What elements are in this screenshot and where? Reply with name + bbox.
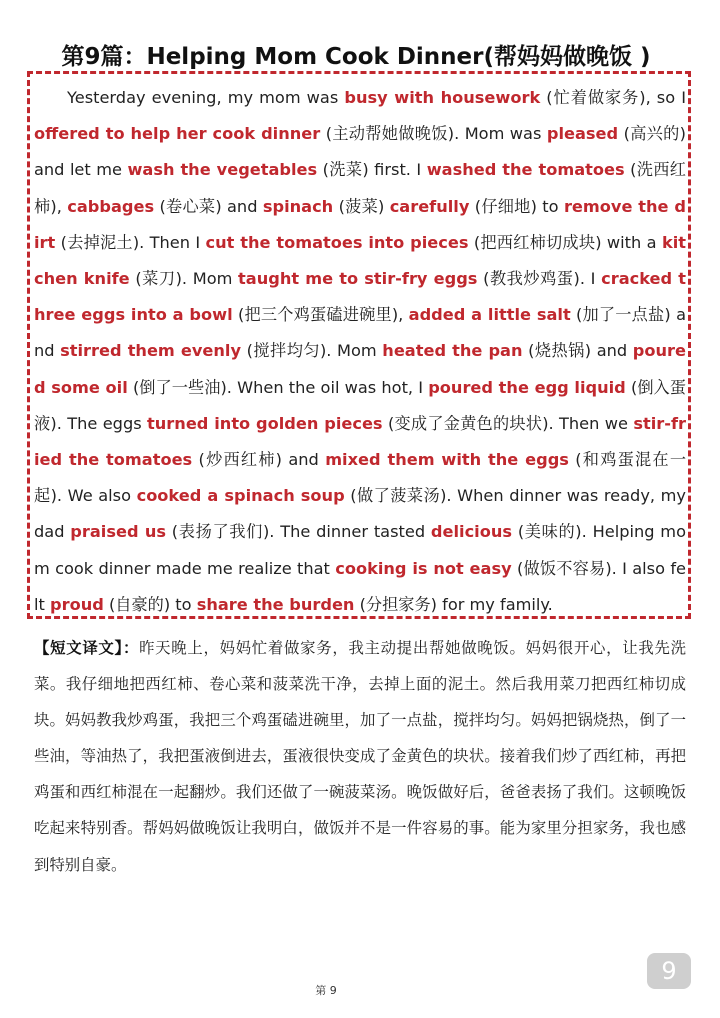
passage-text: (教我炒鸡蛋). I: [477, 269, 602, 289]
passage-text: (仔细地) to: [469, 196, 564, 216]
highlighted-phrase: poured some oil: [34, 341, 686, 397]
page-footer: 第 9: [315, 984, 337, 997]
highlighted-phrase: poured the egg liquid: [428, 377, 626, 397]
highlighted-phrase: cut the tomatoes into pieces: [205, 232, 469, 252]
page-title: 第9篇：Helping Mom Cook Dinner(帮妈妈做晚饭 ): [61, 44, 651, 70]
passage-text: (忙着做家务), so I: [540, 88, 687, 107]
chinese-translation: [34, 630, 686, 883]
highlighted-phrase: pleased: [546, 124, 619, 144]
passage-text: (做饭不容易). I also felt: [34, 558, 686, 614]
passage-text: (把西红柿切成块) with a: [468, 232, 662, 252]
passage-text: (加了一点盐) and: [34, 305, 686, 361]
highlighted-phrase: cooked a spinach soup: [136, 486, 345, 506]
highlighted-phrase: share the burden: [196, 594, 355, 614]
passage-text: (分担家务) for my family.: [354, 594, 553, 614]
passage-text: (把三个鸡蛋磕进碗里),: [232, 305, 409, 325]
highlighted-phrase: remove the dirt: [34, 196, 686, 252]
highlighted-phrase: kitchen knife: [34, 232, 686, 289]
passage-text: (做了菠菜汤). When dinner was ready, my dad: [34, 486, 686, 542]
passage-text: (菠菜): [333, 196, 390, 216]
passage-text: (表扬了我们). The dinner tasted: [165, 522, 431, 542]
highlighted-phrase: mixed them with the eggs: [325, 450, 569, 470]
passage-text: (倒入蛋液). The eggs: [34, 377, 686, 433]
english-passage: [34, 80, 686, 623]
highlighted-phrase: turned into golden pieces: [147, 413, 383, 433]
highlighted-phrase: stir-fried the tomatoes: [34, 413, 686, 470]
passage-text: (倒了一些油). When the oil was hot, I: [127, 377, 429, 397]
highlighted-phrase: taught me to stir-fry eggs: [238, 269, 478, 289]
passage-text: (炒西红柿) and: [192, 450, 326, 470]
highlighted-phrase: carefully: [389, 196, 470, 216]
highlighted-phrase: cabbages: [67, 196, 155, 216]
highlighted-phrase: spinach: [262, 196, 334, 216]
passage-text: (自豪的) to: [103, 594, 197, 614]
passage-text: (美味的). Helping mom cook dinner made me realize that: [34, 522, 686, 578]
highlighted-phrase: cracked three eggs into a bowl: [34, 269, 687, 325]
passage-text: (去掉泥土). Then I: [55, 232, 206, 252]
highlighted-phrase: praised us: [70, 522, 166, 542]
passage-text: (搅拌均匀). Mom: [241, 341, 383, 361]
passage-text: (洗西红柿),: [34, 160, 686, 216]
translation-label: 【短文译文】：: [34, 639, 140, 657]
highlighted-phrase: busy with housework: [344, 88, 541, 107]
highlighted-phrase: proud: [50, 594, 104, 614]
highlighted-phrase: wash the vegetables: [127, 160, 318, 180]
passage-text: (菜刀). Mom: [129, 269, 239, 289]
highlighted-phrase: cooking is not easy: [335, 558, 512, 578]
passage-text: (洗菜) first. I: [317, 160, 427, 180]
passage-text: (卷心菜) and: [154, 196, 263, 216]
passage-text: (主动帮她做晚饭). Mom was: [320, 124, 547, 144]
highlighted-phrase: heated the pan: [382, 341, 523, 361]
page-number-badge: 9: [647, 953, 691, 989]
passage-text: (和鸡蛋混在一起). We also: [34, 450, 687, 506]
passage-text: (高兴的) and let me: [34, 124, 686, 180]
highlighted-phrase: offered to help her cook dinner: [34, 124, 321, 144]
highlighted-phrase: added a little salt: [408, 305, 571, 325]
translation-text: 昨天晚上，妈妈忙着做家务，我主动提出帮她做晚饭。妈妈很开心，让我先洗菜。我仔细地把西红柿、卷心菜和菠菜洗干净，去掉上面的泥土。然后我用菜刀把西红柿切成块。妈妈教我炒鸡蛋，我把三个鸡蛋磕进碗里，加了一点盐，搅拌均匀。妈妈把锅烧热，倒了一些油，等油热了，我把蛋液倒进去，蛋液很快变成了金黄色的块状。接着我们炒了西红柿，再把鸡蛋和西红柿混在一起翻炒。我们还做了一碗菠菜汤。晚饭做好后，爸爸表扬了我们。这顿晚饭吃起来特别香。帮妈妈做晚饭让我明白，做饭并不是一件容易的事。能为家里分担家务，我也感到特别自豪。: [34, 639, 686, 874]
highlighted-phrase: stirred them evenly: [60, 341, 242, 361]
highlighted-phrase: washed the tomatoes: [426, 160, 625, 180]
passage-text: (变成了金黄色的块状). Then we: [382, 413, 634, 433]
passage-text: (烧热锅) and: [522, 341, 633, 361]
passage-text: Yesterday evening, my mom was: [67, 88, 345, 107]
highlighted-phrase: delicious: [430, 522, 513, 542]
